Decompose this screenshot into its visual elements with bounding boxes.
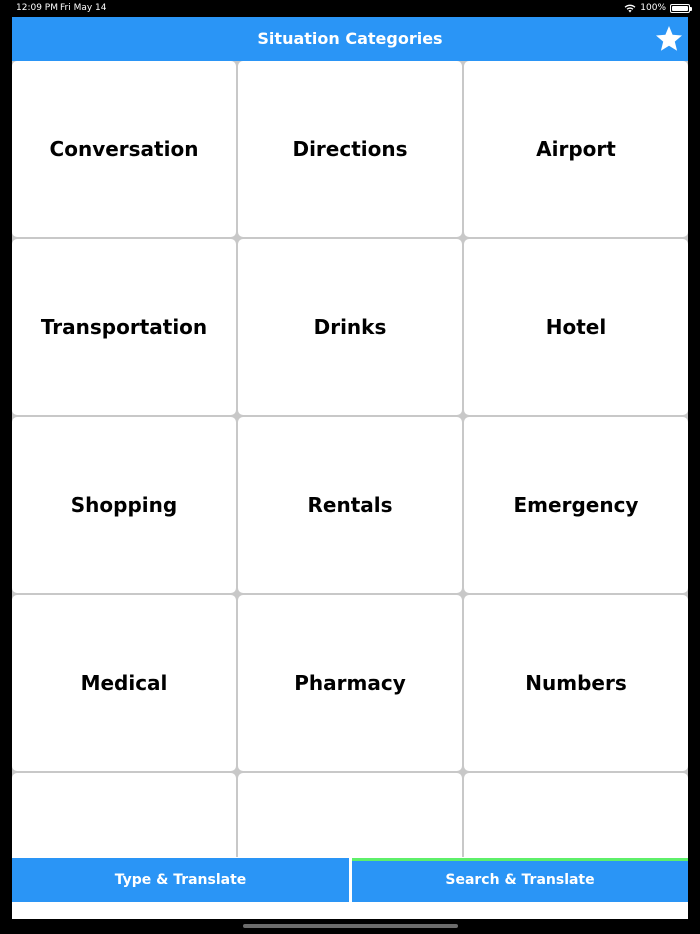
selected-tab-indicator bbox=[352, 858, 688, 861]
tab-search-translate[interactable] bbox=[352, 858, 688, 902]
category-label: Shopping bbox=[70, 493, 178, 517]
category-label: Emergency bbox=[513, 493, 639, 517]
category-label: Pharmacy bbox=[294, 671, 406, 695]
battery-level bbox=[672, 6, 688, 11]
category-tile-shopping[interactable] bbox=[12, 417, 236, 593]
category-tile-hotel[interactable] bbox=[464, 239, 688, 415]
status-indicators bbox=[624, 0, 690, 16]
wifi-icon bbox=[624, 4, 636, 13]
category-tile-transportation[interactable] bbox=[12, 239, 236, 415]
category-label: Numbers bbox=[525, 671, 627, 695]
navigation-bar bbox=[12, 17, 688, 61]
category-label: Medical bbox=[80, 671, 168, 695]
status-bar bbox=[0, 0, 700, 16]
category-tile-directions[interactable] bbox=[238, 61, 462, 237]
category-label: Conversation bbox=[49, 137, 199, 161]
tab-type-translate[interactable] bbox=[12, 858, 349, 902]
category-label: Hotel bbox=[545, 315, 607, 339]
category-tile-airport[interactable] bbox=[464, 61, 688, 237]
status-date: Fri May 14 bbox=[60, 3, 107, 13]
category-label: Airport bbox=[536, 137, 616, 161]
category-tile-conversation[interactable] bbox=[12, 61, 236, 237]
category-tile-rentals[interactable] bbox=[238, 417, 462, 593]
battery-icon bbox=[670, 4, 690, 13]
category-label: Drinks bbox=[313, 315, 387, 339]
category-tile[interactable] bbox=[464, 773, 688, 857]
tab-label: Search & Translate bbox=[445, 872, 595, 888]
category-label: Rentals bbox=[307, 493, 393, 517]
category-grid bbox=[12, 61, 688, 857]
home-indicator bbox=[243, 924, 458, 928]
category-tile-emergency[interactable] bbox=[464, 417, 688, 593]
category-tile-numbers[interactable] bbox=[464, 595, 688, 771]
category-tile-medical[interactable] bbox=[12, 595, 236, 771]
status-time: 12:09 PM bbox=[16, 3, 58, 13]
battery-percent: 100% bbox=[640, 3, 666, 13]
category-tile[interactable] bbox=[12, 773, 236, 857]
category-label: Directions bbox=[292, 137, 408, 161]
category-tile[interactable] bbox=[238, 773, 462, 857]
category-tile-pharmacy[interactable] bbox=[238, 595, 462, 771]
category-label: Transportation bbox=[40, 315, 208, 339]
page-title: Situation Categories bbox=[257, 29, 443, 48]
tab-bar bbox=[12, 857, 688, 902]
tab-label: Type & Translate bbox=[114, 872, 247, 888]
star-icon[interactable] bbox=[654, 24, 684, 54]
category-tile-drinks[interactable] bbox=[238, 239, 462, 415]
